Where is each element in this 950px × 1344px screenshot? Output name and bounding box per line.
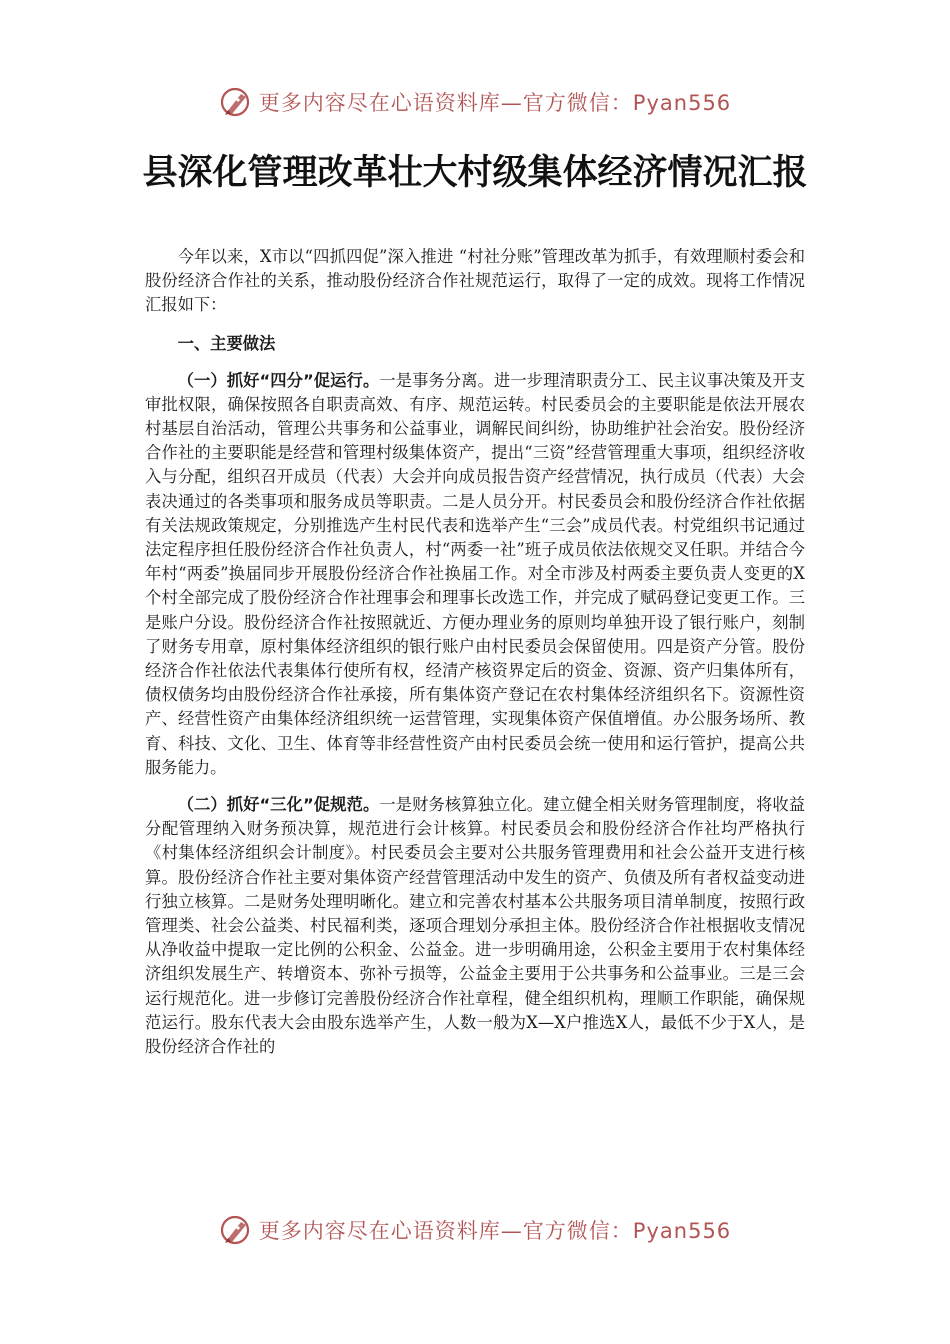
- paragraph-2-body: 一是财务核算独立化。建立健全相关财务管理制度，将收益分配管理纳入财务预决算，规范进行会计核算。村民委员会和股份经济合作社均严格执行《村集体经济组织会计制度》。村民委员会主要对公共服务管理费用和社会公益开支进行核算。股份经济合作社主要对集体资产经营管理活动中发生的资产、负债及所有者权益变动进行独立核算。二是财务处理明晰化。建立和完善农村基本公共服务项目清单制度，按照行政管理类、社会公益类、村民福利类，逐项合理划分承担主体。股份经济合作社根据收支情况从净收益中提取一定比例的公积金、公益金。进一步明确用途，公积金主要用于农村集体经济组织发展生产、转增资本、弥补亏损等，公益金主要用于公共事务和公益事业。三是三会运行规范化。进一步修订完善股份经济合作社章程，健全组织机构，理顺工作职能，确保规范运行。股东代表大会由股东选举产生，人数一般为X—X户推选X人，最低不少于X人，是股份经济合作社的: [145, 795, 805, 1057]
- paragraph-2: [145, 793, 805, 1059]
- pen-nib-logo-icon: [219, 1213, 253, 1247]
- paragraph-1-body: 一是事务分离。进一步理清职责分工、民主议事决策及开支审批权限，确保按照各自职责高效、有序、规范运转。村民委员会的主要职能是依法开展农村基层自治活动，管理公共事务和公益事业，调解民间纠纷，协助维护社会治安。股份经济合作社的主要职能是经营和管理村级集体资产，提出“三资”经营管理重大事项，组织经济收入与分配，组织召开成员（代表）大会并向成员报告资产经营情况，执行成员（代表）大会表决通过的各类事项和服务成员等职责。二是人员分开。村民委员会和股份经济合作社依据有关法规政策规定，分别推选产生村民代表和选举产生“三会”成员代表。村党组织书记通过法定程序担任股份经济合作社负责人，村“两委一社”班子成员依法依规交叉任职。并结合今年村“两委”换届同步开展股份经济合作社换届工作。对全市涉及村两委主要负责人变更的X个村全部完成了股份经济合作社理事会和理事长改选工作，并完成了赋码登记变更工作。三是账户分设。股份经济合作社按照就近、方便办理业务的原则均单独开设了银行账户，刻制了财务专用章，原村集体经济组织的银行账户由村民委员会保留使用。四是资产分管。股份经济合作社依法代表集体行使所有权，经清产核资界定后的资金、资源、资产归集体所有，债权债务均由股份经济合作社承接，所有集体资产登记在农村集体经济组织名下。资源性资产、经营性资产由集体经济组织统一运营管理，实现集体资产保值增值。办公服务场所、教育、科技、文化、卫生、体育等非经营性资产由村民委员会统一使用和运行管护，提高公共服务能力。: [145, 370, 805, 777]
- document-title: 县深化管理改革壮大村级集体经济情况汇报: [142, 153, 808, 193]
- paragraph-2-lead: （二）抓好“三化”促规范。: [177, 795, 380, 815]
- paragraph-1: [145, 369, 805, 780]
- banner-text: 更多内容尽在心语资料库—官方微信：Pyan556: [258, 1219, 732, 1243]
- document-body: [145, 245, 805, 1059]
- intro-paragraph: 今年以来，X市以“四抓四促”深入推进 “村社分账”管理改革为抓手，有效理顺村委会和股份经济合作社的关系，推动股份经济合作社规范运行，取得了一定的成效。现将工作情况汇报如下：: [145, 247, 805, 315]
- section-heading: 一、主要做法: [177, 333, 276, 353]
- header-banner: [0, 80, 950, 124]
- banner-text: 更多内容尽在心语资料库—官方微信：Pyan556: [258, 91, 732, 115]
- paragraph-1-lead: （一）抓好“四分”促运行。: [177, 370, 380, 390]
- footer-banner: [0, 1208, 950, 1252]
- pen-nib-logo-icon: [219, 85, 253, 119]
